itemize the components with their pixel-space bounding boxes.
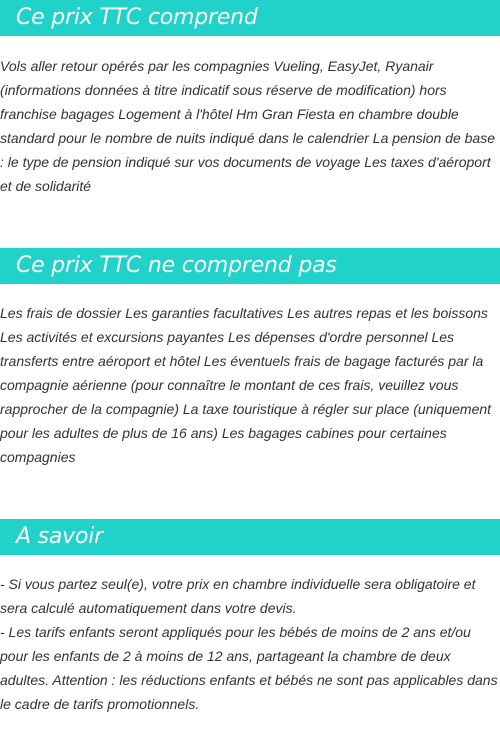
section-body-not-included (0, 301, 500, 469)
section-good-to-know (0, 519, 500, 716)
section-title-not-included: Ce prix TTC ne comprend pas (16, 253, 337, 278)
section-body-good-to-know (0, 572, 500, 716)
paragraph-single-traveler: - Si vous partez seul(e), votre prix en chambre individuelle sera obligatoire et sera calculé automatiquement dans votre devis. (0, 576, 476, 616)
section-included (0, 0, 500, 198)
paragraph-child-rates: - Les tarifs enfants seront appliqués pour les bébés de moins de 2 ans et/ou pour les enfants de 2 à moins de 12 ans, partageant la chambre de deux adultes. Attention : les réductions enfants et bébés ne sont pas applicables dans le cadre de tarifs promotionnels. (0, 624, 498, 712)
paragraph-included: Vols aller retour opérés par les compagnies Vueling, EasyJet, Ryanair (informations données à titre indicatif sous réserve de modification) hors franchise bagages Logement à l'hôtel Hm Gran Fiesta en chambre double standard pour le nombre de nuits indiqué dans le calendrier La pension de base : le type de pension indiqué sur vos documents de voyage Les taxes d'aéroport et de solidarité (0, 58, 496, 194)
section-header-good-to-know (0, 519, 500, 555)
section-header-not-included (0, 248, 500, 284)
section-not-included (0, 248, 500, 469)
paragraph-not-included: Les frais de dossier Les garanties facultatives Les autres repas et les boissons Les activités et excursions payantes Les dépenses d'ordre personnel Les transferts entre aéroport et hôtel Les éventuels frais de bagage facturés par la compagnie aérienne (pour connaître le montant de ces frais, veuillez vous rapprocher de la compagnie) La taxe touristique à régler sur place (uniquement pour les adultes de plus de 16 ans) Les bagages cabines pour certaines compagnies (0, 305, 492, 465)
section-title-included: Ce prix TTC comprend (16, 5, 258, 30)
section-header-included (0, 0, 500, 36)
section-title-good-to-know: A savoir (16, 524, 104, 549)
section-body-included (0, 54, 500, 198)
